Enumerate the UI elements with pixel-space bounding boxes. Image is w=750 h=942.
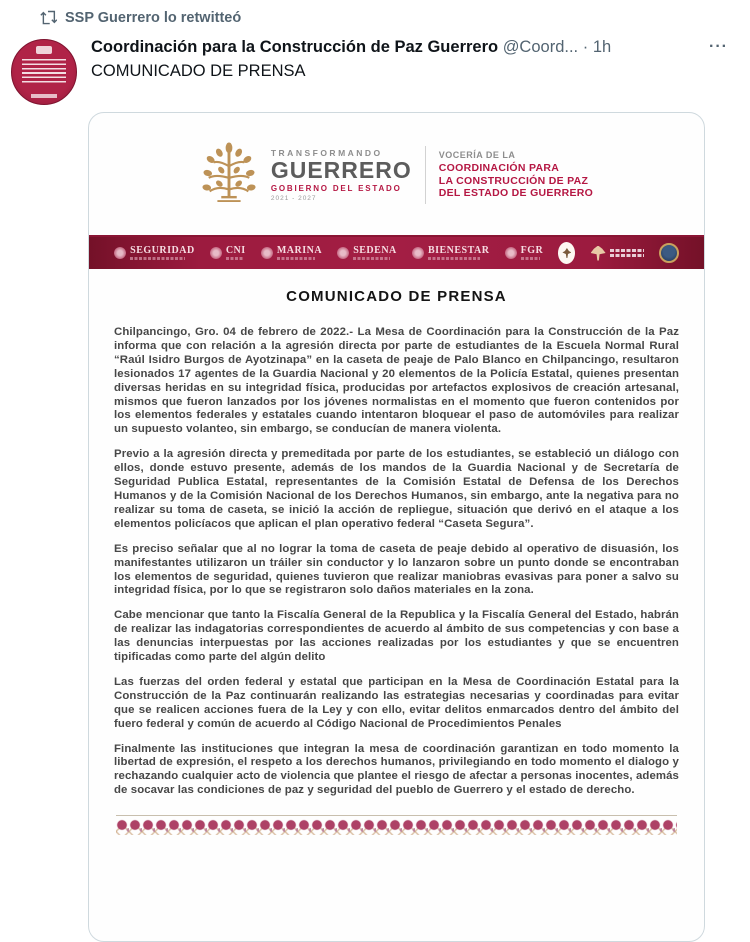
timestamp[interactable]: 1h [592,38,612,56]
agency-label: CNI [225,244,246,256]
voceria-line1: VOCERÍA DE LA [438,150,516,161]
voceria-line3: LA CONSTRUCCIÓN DE PAZ [438,174,589,187]
avatar-text-lines [22,59,66,85]
paragraph-2: Previo a la agresión directa y premeditada por parte de los estudiantes, se estableció un diálogo con ellos, donde estuvo presente, además de los mandos de la Guardia Nacional y de Secretaría de Seguridad Publica Estatal, representantes de la Comisión Estatal de Defensa de los Derechos Humanos y de la Comisión Nacional de los Derechos Humanos, sin embargo, ante la negativa para no realizar su toma de caseta, se inició la acción de repliegue, situación que derivó en el ataque a los elementos policíacos que aplican el plan operativo federal “Caseta Segura”. [114,448,679,530]
author-row [91,38,691,57]
avatar-crest-icon [36,46,51,54]
more-options-icon[interactable]: ··· [709,38,728,55]
round-badge-icon [659,243,679,263]
separator-dot: · [582,38,589,56]
brand-guerrero: GUERRERO [270,156,412,183]
voceria-line4: DEL ESTADO DE GUERRERO [438,187,594,200]
tweet-image-press-release[interactable] [88,112,705,942]
paragraph-1: Chilpancingo, Gro. 04 de febrero de 2022.- La Mesa de Coordinación para la Construcción de la Paz informa que con relación a la agresión directa por parte de estudiantes de la Escuela Normal Rural “Raúl Isidro Burgos de Ayotzinapa” en la caseta de peaje de Palo Blanco en Chilpancingo, resultaron lesionados 17 agentes de la Guardia Nacional y 20 elementos de la Policía Estatal, quienes presentan diversas heridas en su integridad física, producidas por artefactos explosivos de creación artesanal, mismos que fueron lanzados por los jóvenes normalistas en el momento que fueron contenidos por los elementos federales y estatales cuando intentaron bloquear el paso de automóviles para realizar un supuesto volanteo, sin embargo, se conducían de manera violenta. [114,326,679,436]
decorative-border [116,815,677,835]
crest-icon [337,247,349,259]
paragraph-5: Las fuerzas del orden federal y estatal que participan en la Mesa de Coordinación Estatal para la Construcción de la Paz continuarán realizando las estrategias necesarias y coordinadas para evitar que se realicen acciones fuera de la Ley y con ello, evitar delitos enmarcados dentro del ámbito del fuero federal y común de acuerdo al Código Nacional de Procedimientos Penales [114,675,679,730]
agency-sedena [337,246,397,261]
agency-seguridad [114,246,195,261]
eagle-oval-badge-icon [558,242,575,264]
document-title: COMUNICADO DE PRENSA [286,288,507,305]
paragraph-6: Finalmente las instituciones que integran la mesa de coordinación garantizan en todo momento la libertad de expresión, el respeto a los derechos humanos, privilegiando en todo momento el dialogo y rechazando cualquier acto de violencia que plantee el riesgo de afectar a personas inocentes, además de socavar las condiciones de paz y seguridad del pueblo de Guerrero y el estado de derecho. [114,742,679,797]
avatar-footer-line [31,94,57,98]
brand-gobierno: GOBIERNO DEL ESTADO [270,184,402,194]
agency-label: FGR [520,244,544,256]
retweet-icon [40,9,57,26]
paragraph-3: Es preciso señalar que al no lograr la toma de caseta de peaje debido al operativo de disuasión, los manifestantes utilizaron un tráiler sin conductor y lo lanzaron sobre un punto donde se encontraban los elementos de seguridad, quienes tuvieron que realizar maniobras evasivas para poner a salvo su integridad física, por lo que se registraron solo daños materiales en la zona. [114,542,679,597]
avatar[interactable] [11,39,77,105]
crest-icon [412,247,424,259]
brand-block [271,148,412,202]
agencies-banner [89,235,704,269]
agency-bienestar [412,246,490,261]
agency-label: SEGURIDAD [130,244,195,256]
paragraph-4: Cabe mencionar que tanto la Fiscalía General de la Republica y la Fiscalía General del Estado, habrán de realizar las indagatorias correspondientes de acuerdo al ámbito de sus competencias y con base a las denuncias interpuestas por las acciones realizadas por los estudiantes y que se encuentren tipificadas como parte del algún delito [114,609,679,664]
brand-years: 2021 - 2027 [270,195,317,203]
agency-label: MARINA [276,244,323,256]
author-handle[interactable]: @Coord... [502,38,579,56]
crest-icon [210,247,222,259]
author-name[interactable]: Coordinación para la Construcción de Paz Guerrero [91,38,499,56]
retweet-label: SSP Guerrero lo retwitteó [65,9,242,26]
retweet-attribution[interactable] [40,9,241,26]
document-body [89,305,704,835]
voceria-block [439,150,593,200]
agency-cni [210,246,246,261]
agency-fgr [505,246,544,261]
header-divider [425,146,426,204]
agency-label: SEDENA [353,244,397,256]
guerrero-tree-emblem-icon [200,141,258,210]
crest-icon [505,247,517,259]
seguridad-publica-badge-icon [591,246,644,261]
document-header [89,139,704,211]
agency-label: BIENESTAR [427,244,490,256]
tweet-text: COMUNICADO DE PRENSA [91,62,306,80]
voceria-line2: COORDINACIÓN PARA [438,162,560,175]
brand-transformando: TRANSFORMANDO [270,147,383,158]
agency-marina [261,246,322,261]
crest-icon [261,247,273,259]
crest-icon [114,247,126,259]
